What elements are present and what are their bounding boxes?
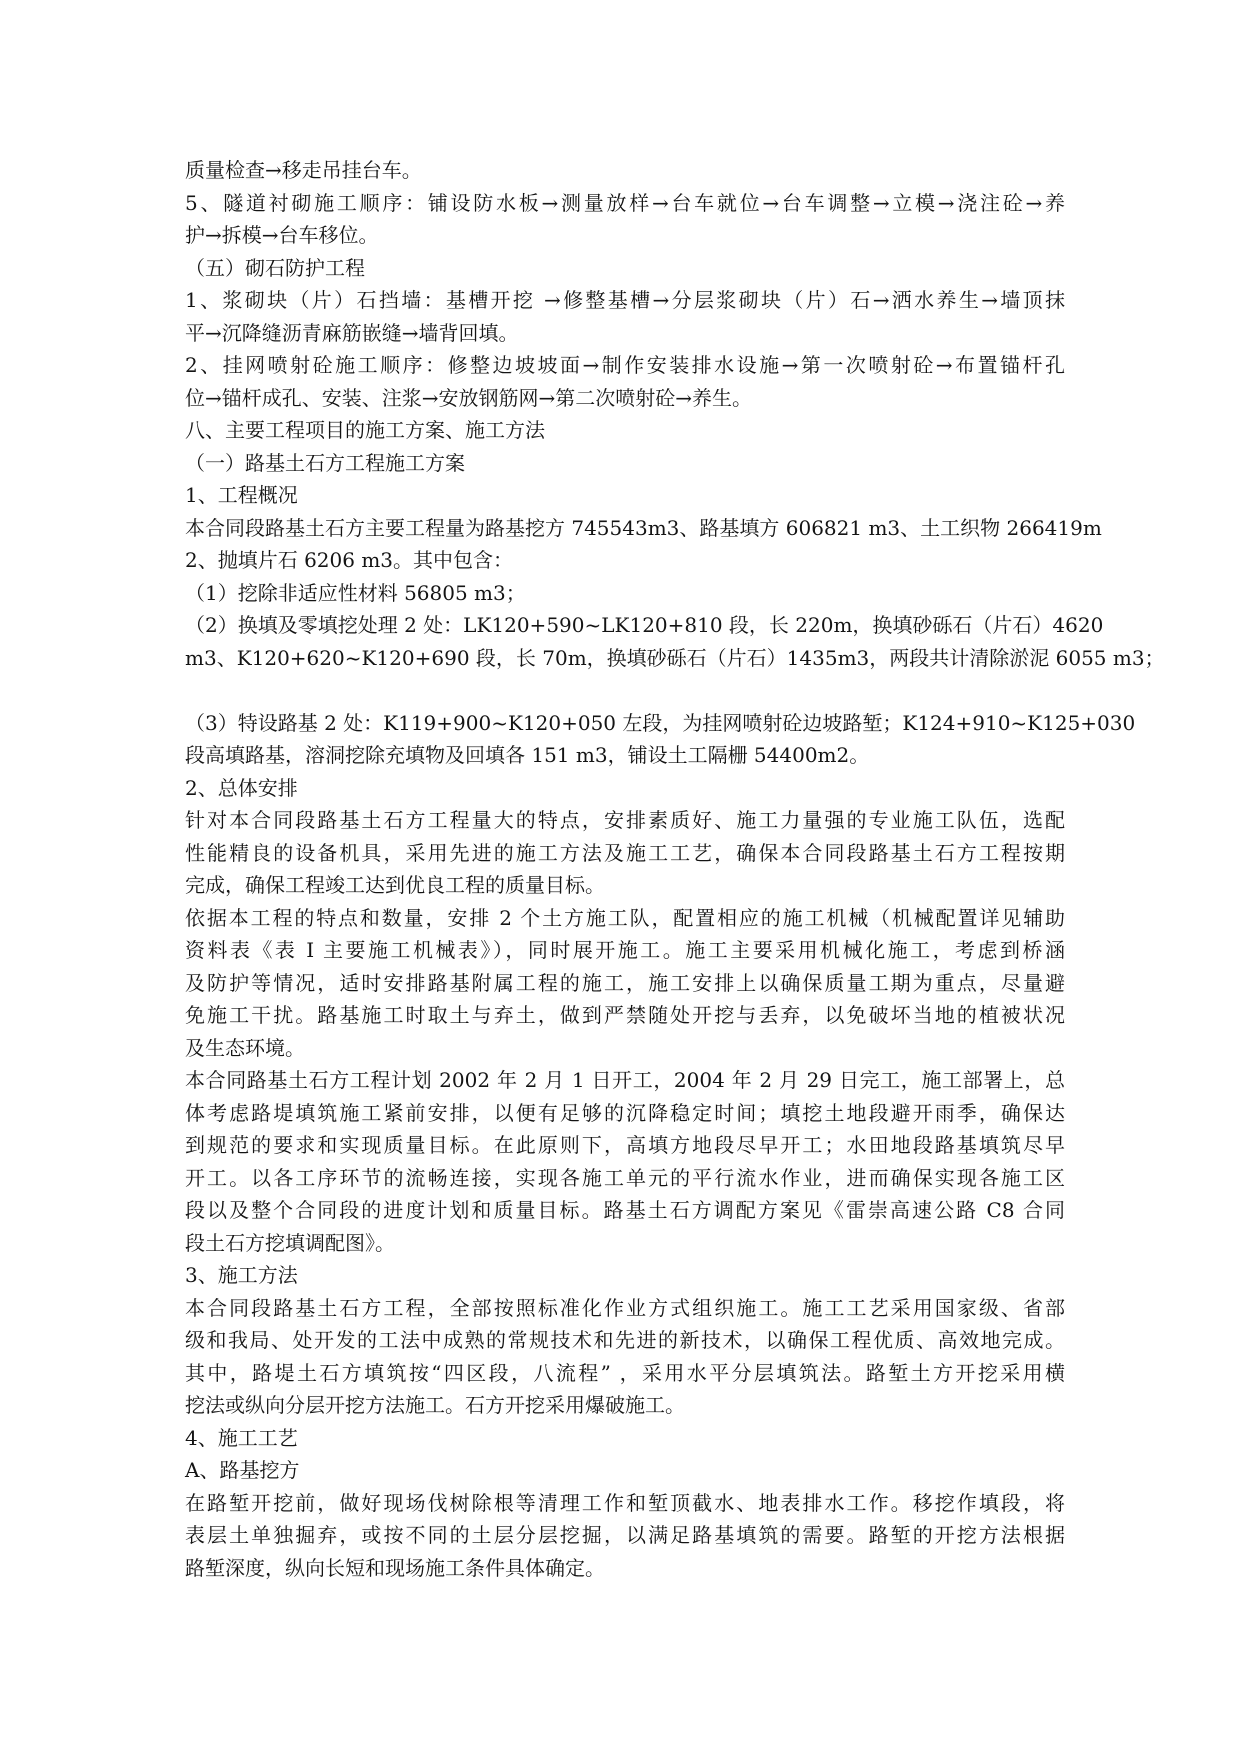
text-line: 开工。以各工序环节的流畅连接，实现各施工单元的平行流水作业，进而确保实现各施工区 [185, 1165, 1065, 1190]
text-line: 体考虑路堤填筑施工紧前安排，以便有足够的沉降稳定时间；填挖土地段避开雨季，确保达 [185, 1100, 1065, 1125]
subsection-heading: 1、工程概况 [185, 483, 298, 507]
text-line: 针对本合同段路基土石方工程量大的特点，安排素质好、施工力量强的专业施工队伍，选配 [185, 808, 1065, 832]
text-line: 挖法或纵向分层开挖方法施工。石方开挖采用爆破施工。 [185, 1393, 685, 1417]
blank-line [185, 674, 1065, 707]
text-line: 质量检查→移走吊挂台车。 [185, 158, 422, 182]
text-line: 完成，确保工程竣工达到优良工程的质量目标。 [185, 873, 605, 897]
text-line: 1、浆砌块（片）石挡墙：基槽开挖 →修整基槽→分层浆砌块（片）石→洒水养生→墙顶抹 [185, 288, 1065, 312]
text-line: 5、隧道衬砌施工顺序：铺设防水板→测量放样→台车就位→台车调整→立模→浇注砼→养 [185, 190, 1065, 215]
text-line: 及防护等情况，适时安排路基附属工程的施工，施工安排上以确保质量工期为重点，尽量避 [185, 970, 1065, 995]
text-line: 在路堑开挖前，做好现场伐树除根等清理工作和堑顶截水、地表排水工作。移挖作填段，将 [185, 1490, 1065, 1515]
text-line: 段以及整个合同段的进度计划和质量目标。路基土石方调配方案见《雷崇高速公路 C8 合同 [185, 1198, 1065, 1222]
text-line: 护→拆模→台车移位。 [185, 223, 379, 247]
text-line: 免施工干扰。路基施工时取土与弃土，做到严禁随处开挖与丢弃，以免破坏当地的植被状况 [185, 1003, 1065, 1027]
text-line: 到规范的要求和实现质量目标。在此原则下，高填方地段尽早开工；水田地段路基填筑尽早 [185, 1133, 1065, 1157]
subsection-heading: 3、施工方法 [185, 1263, 298, 1287]
text-line: 本合同路基土石方工程计划 2002 年 2 月 1 日开工，2004 年 2 月 29 日完工，施工部署上，总 [185, 1068, 1065, 1092]
text-line: 段土石方挖填调配图》。 [185, 1230, 395, 1255]
text-line: 性能精良的设备机具，采用先进的施工方法及施工工艺，确保本合同段路基土石方工程按期 [185, 840, 1065, 865]
text-line: 本合同段路基土石方工程，全部按照标准化作业方式组织施工。施工工艺采用国家级、省部 [185, 1295, 1065, 1320]
text-line: 位→锚杆成孔、安装、注浆→安放钢筋网→第二次喷射砼→养生。 [185, 385, 753, 410]
text-line: （2）换填及零填挖处理 2 处：LK120+590~LK120+810 段，长 220m，换填砂砾石（片石）4620 [185, 613, 1104, 637]
text-line: 表层土单独掘弃，或按不同的土层分层挖掘，以满足路基填筑的需要。路堑的开挖方法根据 [185, 1523, 1065, 1547]
text-line: 资料表《表 I 主要施工机械表》），同时展开施工。施工主要采用机械化施工，考虑到桥涵 [185, 938, 1065, 962]
section-heading: （五）砌石防护工程 [185, 255, 365, 280]
document-body [185, 154, 1165, 1584]
text-line: （1）挖除非适应性材料 56805 m3； [185, 580, 526, 605]
text-line: 本合同段路基土石方主要工程量为路基挖方 745543m3、路基填方 606821 m3、土工织物 266419m [185, 515, 1102, 540]
subsection-heading: 2、总体安排 [185, 775, 298, 800]
chapter-heading: 八、主要工程项目的施工方案、施工方法 [185, 418, 545, 442]
text-line: 及生态环境。 [185, 1035, 305, 1060]
text-line: 2、挂网喷射砼施工顺序：修整边坡坡面→制作安装排水设施→第一次喷射砼→布置锚杆孔 [185, 353, 1065, 377]
text-line: 路堑深度，纵向长短和现场施工条件具体确定。 [185, 1555, 605, 1580]
subsection-heading: 4、施工工艺 [185, 1425, 298, 1450]
text-line: 依据本工程的特点和数量，安排 2 个土方施工队，配置相应的施工机械（机械配置详见辅助 [185, 905, 1065, 930]
text-line: 级和我局、处开发的工法中成熟的常规技术和先进的新技术，以确保工程优质、高效地完成。 [185, 1328, 1065, 1352]
text-line: 其中，路堤土石方填筑按“四区段，八流程” ，采用水平分层填筑法。路堑土方开挖采用横 [185, 1360, 1065, 1385]
text-line: m3、K120+620~K120+690 段，长 70m，换填砂砾石（片石）1435m3，两段共计清除淤泥 6055 m3； [185, 645, 1165, 670]
text-line: 2、抛填片石 6206 m3。其中包含： [185, 548, 514, 572]
text-line: 平→沉降缝沥青麻筋嵌缝→墙背回填。 [185, 320, 519, 345]
section-heading: （一）路基土石方工程施工方案 [185, 450, 465, 475]
subsection-heading: A、路基挖方 [185, 1458, 300, 1482]
text-line: 段高填路基，溶洞挖除充填物及回填各 151 m3，铺设土工隔栅 54400m2。 [185, 743, 870, 767]
text-line: （3）特设路基 2 处：K119+900~K120+050 左段，为挂网喷射砼边坡路堑；K124+910~K125+030 [185, 710, 1136, 735]
